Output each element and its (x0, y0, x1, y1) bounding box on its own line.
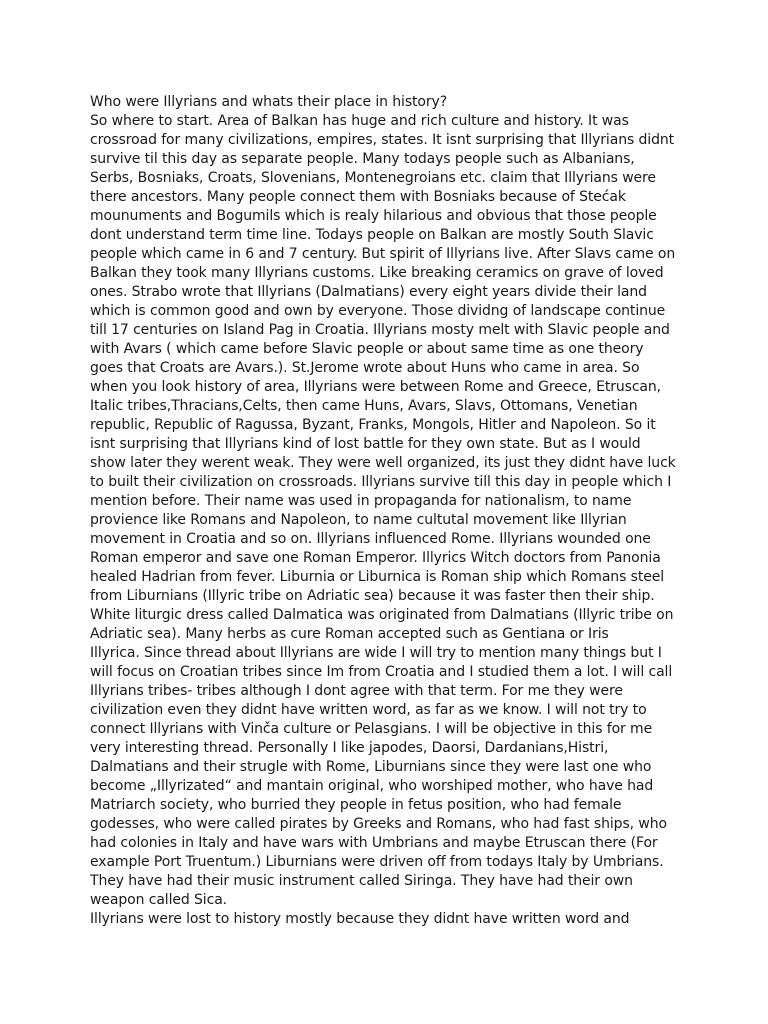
text-line: mention before. Their name was used in propaganda for nationalism, to name (90, 493, 632, 509)
text-line: show later they werent weak. They were well organized, its just they didnt have luck (90, 455, 676, 471)
text-line: crossroad for many civilizations, empires, states. It isnt surprising that Illyrians didnt (90, 132, 675, 148)
text-line: survive til this day as separate people. Many todays people such as Albanians, (90, 151, 635, 167)
text-line: civilization even they didnt have written word, as far as we know. I will not try to (90, 702, 647, 718)
text-line: ones. Strabo wrote that Illyrians (Dalmatians) every eight years divide their land (90, 284, 647, 300)
text-line: republic, Republic of Ragussa, Byzant, Franks, Mongols, Hitler and Napoleon. So it (90, 417, 656, 433)
document-body (90, 93, 690, 929)
text-line: when you look history of area, Illyrians were between Rome and Greece, Etruscan, (90, 379, 662, 395)
text-line: Illyrians were lost to history mostly because they didnt have written word and (90, 911, 630, 927)
text-line: Adriatic sea). Many herbs as cure Roman accepted such as Gentiana or Iris (90, 626, 609, 642)
text-line: movement in Croatia and so on. Illyrians influenced Rome. Illyrians wounded one (90, 531, 651, 547)
document-title-line: Who were Illyrians and whats their place in history? (90, 94, 448, 110)
text-line: Roman emperor and save one Roman Emperor. Illyrics Witch doctors from Panonia (90, 550, 661, 566)
text-line: goes that Croats are Avars.). St.Jerome wrote about Huns who came in area. So (90, 360, 640, 376)
text-line: Serbs, Bosniaks, Croats, Slovenians, Montenegroians etc. claim that Illyrians were (90, 170, 656, 186)
text-line: people which came in 6 and 7 century. But spirit of Illyrians live. After Slavs came on (90, 246, 676, 262)
text-line: Balkan they took many Illyrians customs. Like breaking ceramics on grave of loved (90, 265, 664, 281)
text-line: had colonies in Italy and have wars with Umbrians and maybe Etruscan there (For (90, 835, 658, 851)
text-line: example Port Truentum.) Liburnians were driven off from todays Italy by Umbrians. (90, 854, 664, 870)
text-line: will focus on Croatian tribes since Im from Croatia and I studied them a lot. I will call (90, 664, 673, 680)
text-line: So where to start. Area of Balkan has huge and rich culture and history. It was (90, 113, 629, 129)
text-line: till 17 centuries on Island Pag in Croatia. Illyrians mosty melt with Slavic people and (90, 322, 670, 338)
text-line: White liturgic dress called Dalmatica was originated from Dalmatians (Illyric tribe on (90, 607, 674, 623)
text-line: mounuments and Bogumils which is realy hilarious and obvious that those people (90, 208, 657, 224)
text-line: there ancestors. Many people connect them with Bosniaks because of Stećak (90, 189, 626, 205)
text-line: dont understand term time line. Todays people on Balkan are mostly South Slavic (90, 227, 654, 243)
text-line: Illyrians tribes- tribes although I dont agree with that term. For me they were (90, 683, 623, 699)
text-line: provience like Romans and Napoleon, to name cultutal movement like Illyrian (90, 512, 627, 528)
text-line: They have had their music instrument called Siringa. They have had their own (90, 873, 633, 889)
text-line: connect Illyrians with Vinča culture or Pelasgians. I will be objective in this for me (90, 721, 653, 737)
text-line: with Avars ( which came before Slavic people or about same time as one theory (90, 341, 644, 357)
text-line: weapon called Sica. (90, 892, 228, 908)
text-line: become „Illyrizated“ and mantain original, who worshiped mother, who have had (90, 778, 654, 794)
text-line: to built their civilization on crossroads. Illyrians survive till this day in people which I (90, 474, 672, 490)
text-line: healed Hadrian from fever. Liburnia or Liburnica is Roman ship which Romans steel (90, 569, 665, 585)
text-line: Matriarch society, who burried they people in fetus position, who had female (90, 797, 622, 813)
text-line: godesses, who were called pirates by Greeks and Romans, who had fast ships, who (90, 816, 667, 832)
text-line: Italic tribes,Thracians,Celts, then came Huns, Avars, Slavs, Ottomans, Venetian (90, 398, 638, 414)
text-line: very interesting thread. Personally I like japodes, Daorsi, Dardanians,Histri, (90, 740, 609, 756)
text-line: Dalmatians and their strugle with Rome, Liburnians since they were last one who (90, 759, 652, 775)
text-line: which is common good and own by everyone. Those dividng of landscape continue (90, 303, 666, 319)
text-line: from Liburnians (Illyric tribe on Adriatic sea) because it was faster then their ship. (90, 588, 655, 604)
text-line: Illyrica. Since thread about Illyrians are wide I will try to mention many things but I (90, 645, 662, 661)
text-line: isnt surprising that Illyrians kind of lost battle for they own state. But as I would (90, 436, 641, 452)
